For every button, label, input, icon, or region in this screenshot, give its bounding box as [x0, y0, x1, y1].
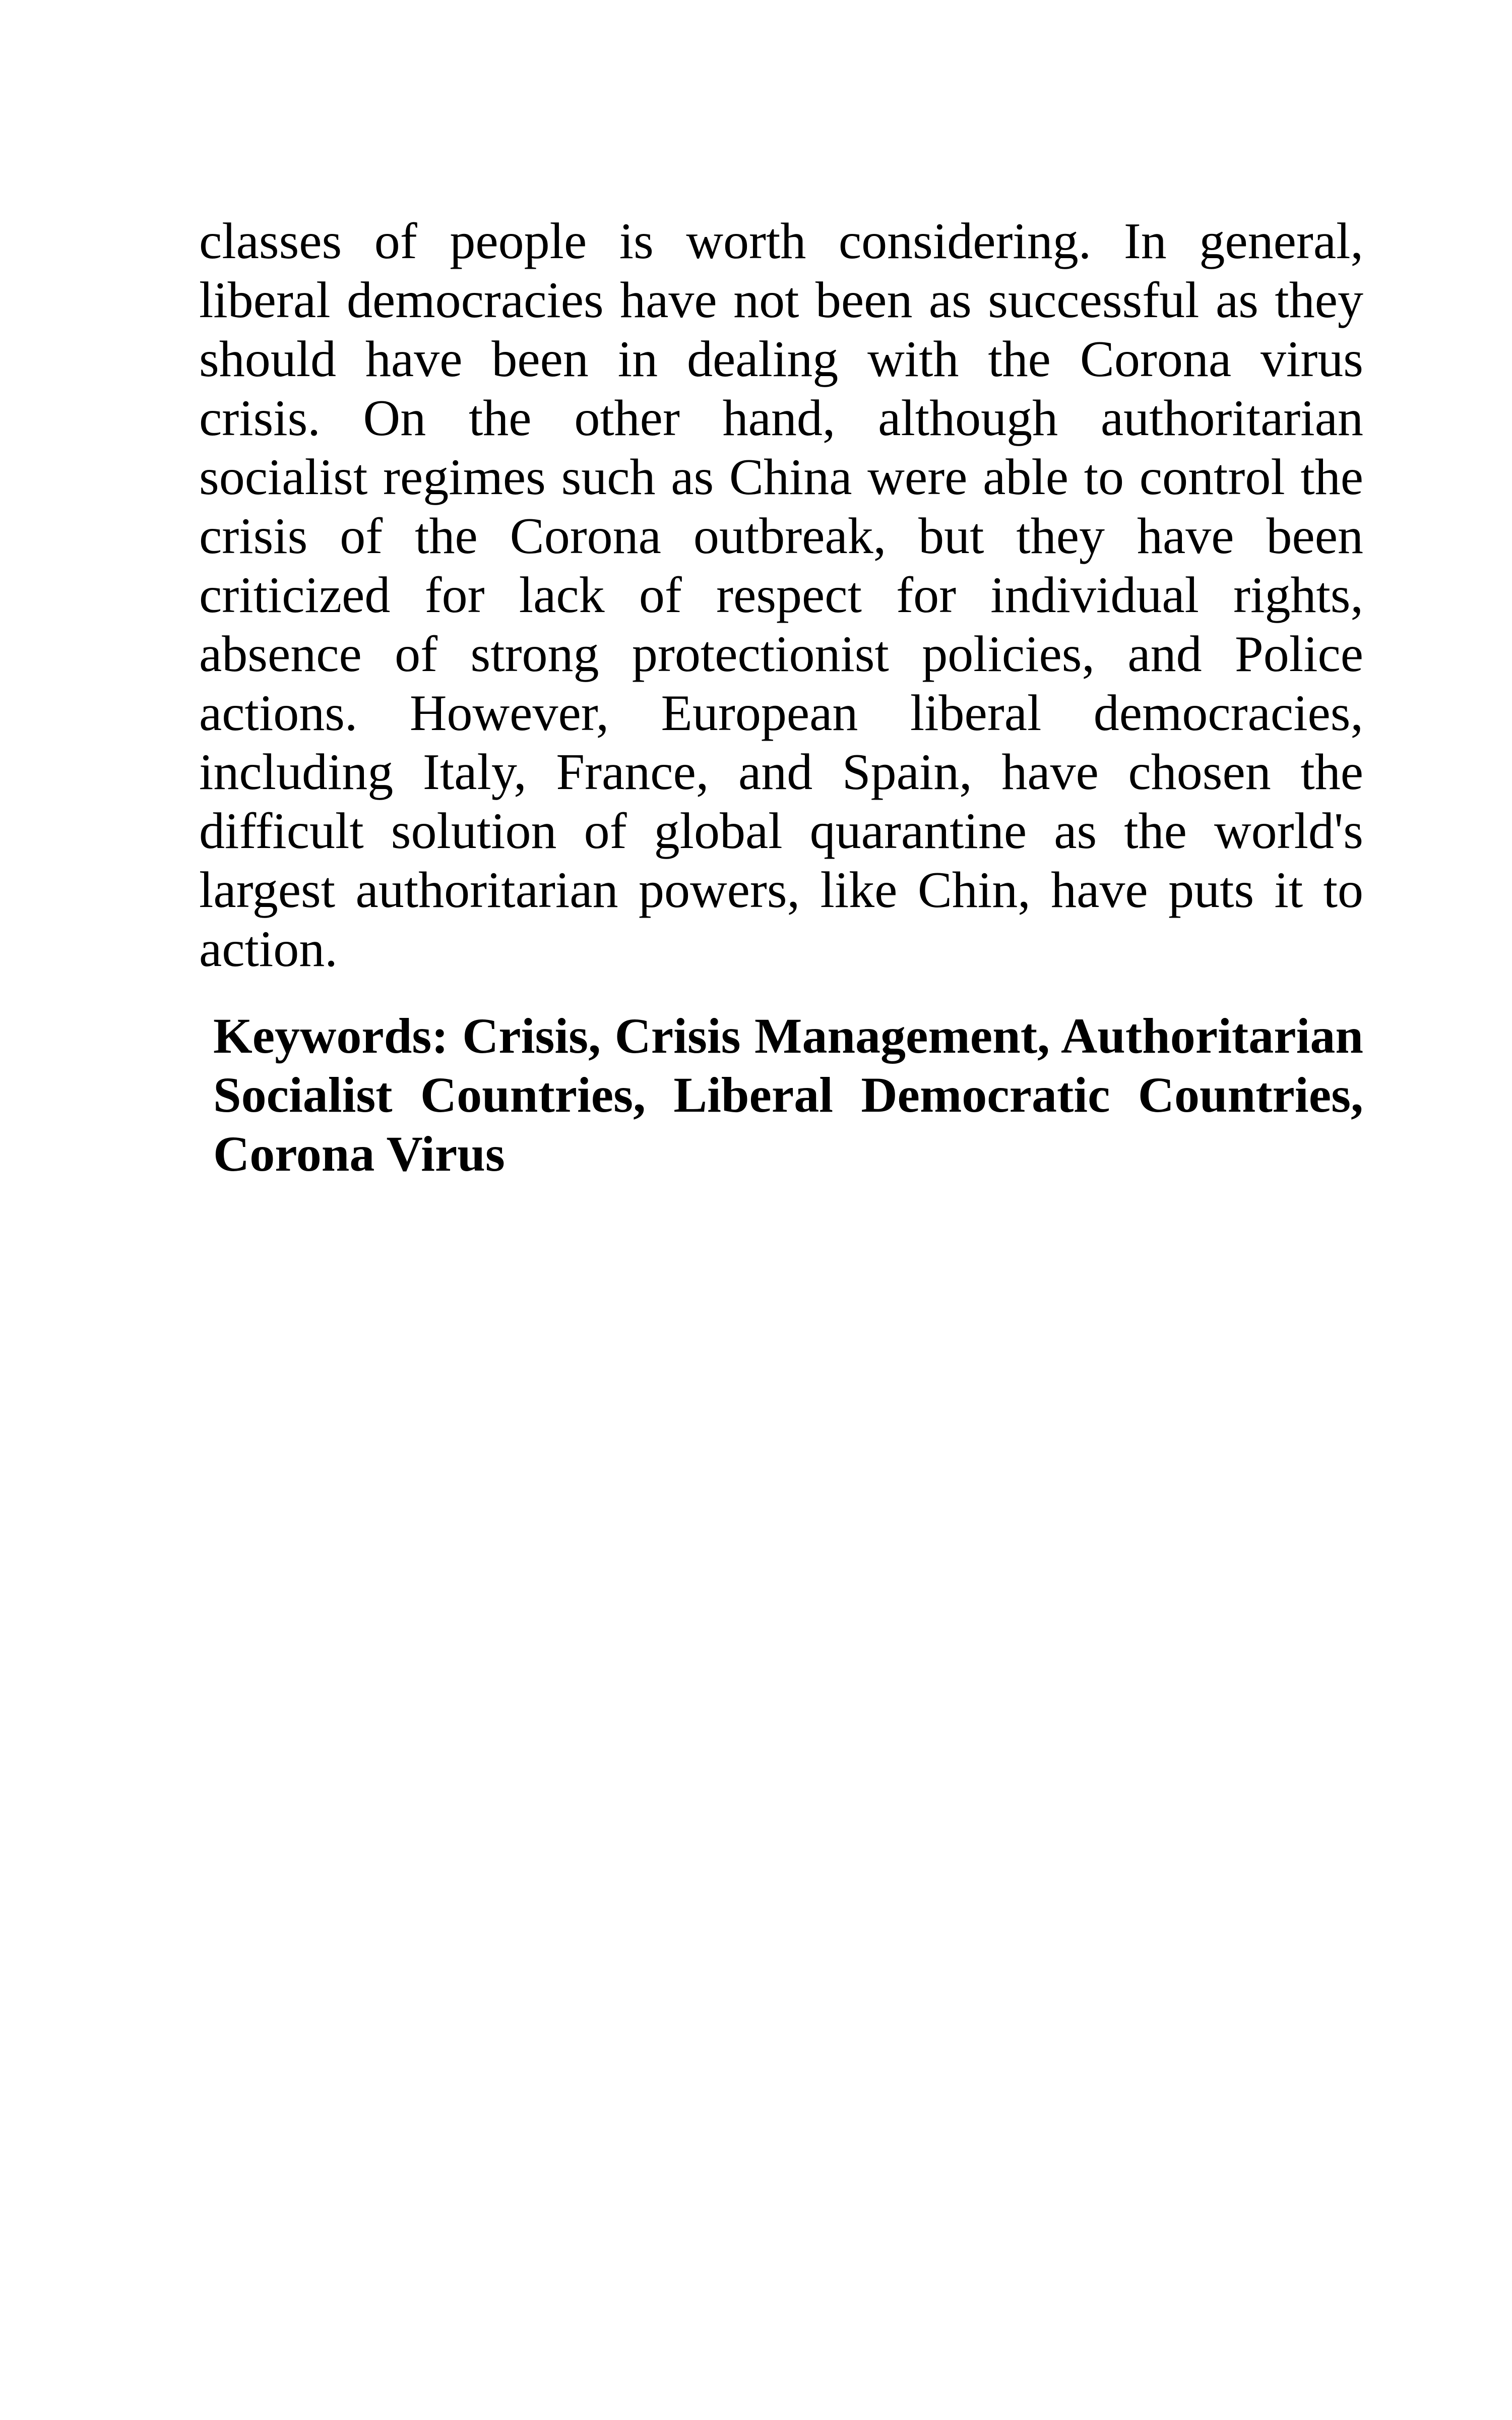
- keywords-line: [199, 1006, 1363, 1183]
- abstract-paragraph: classes of people is worth considering. In general, liberal democracies have not been as successful as they should have been in dealing with the Corona virus crisis. On the other hand, although authoritarian socialist regimes such as China were able to control the crisis of the Corona outbreak, but they have been criticized for lack of respect for individual rights, absence of strong protectionist policies, and Police actions. However, European liberal democracies, including Italy, France, and Spain, have chosen the difficult solution of global quarantine as the world's largest authoritarian powers, like Chin, have puts it to action.: [199, 213, 1363, 978]
- keywords-list: Crisis, Crisis Management, Authoritarian Socialist Countries, Liberal Democratic Countries, Corona Virus: [213, 1008, 1364, 1182]
- keywords-label: Keywords:: [213, 1008, 449, 1064]
- page-content: [199, 212, 1363, 1183]
